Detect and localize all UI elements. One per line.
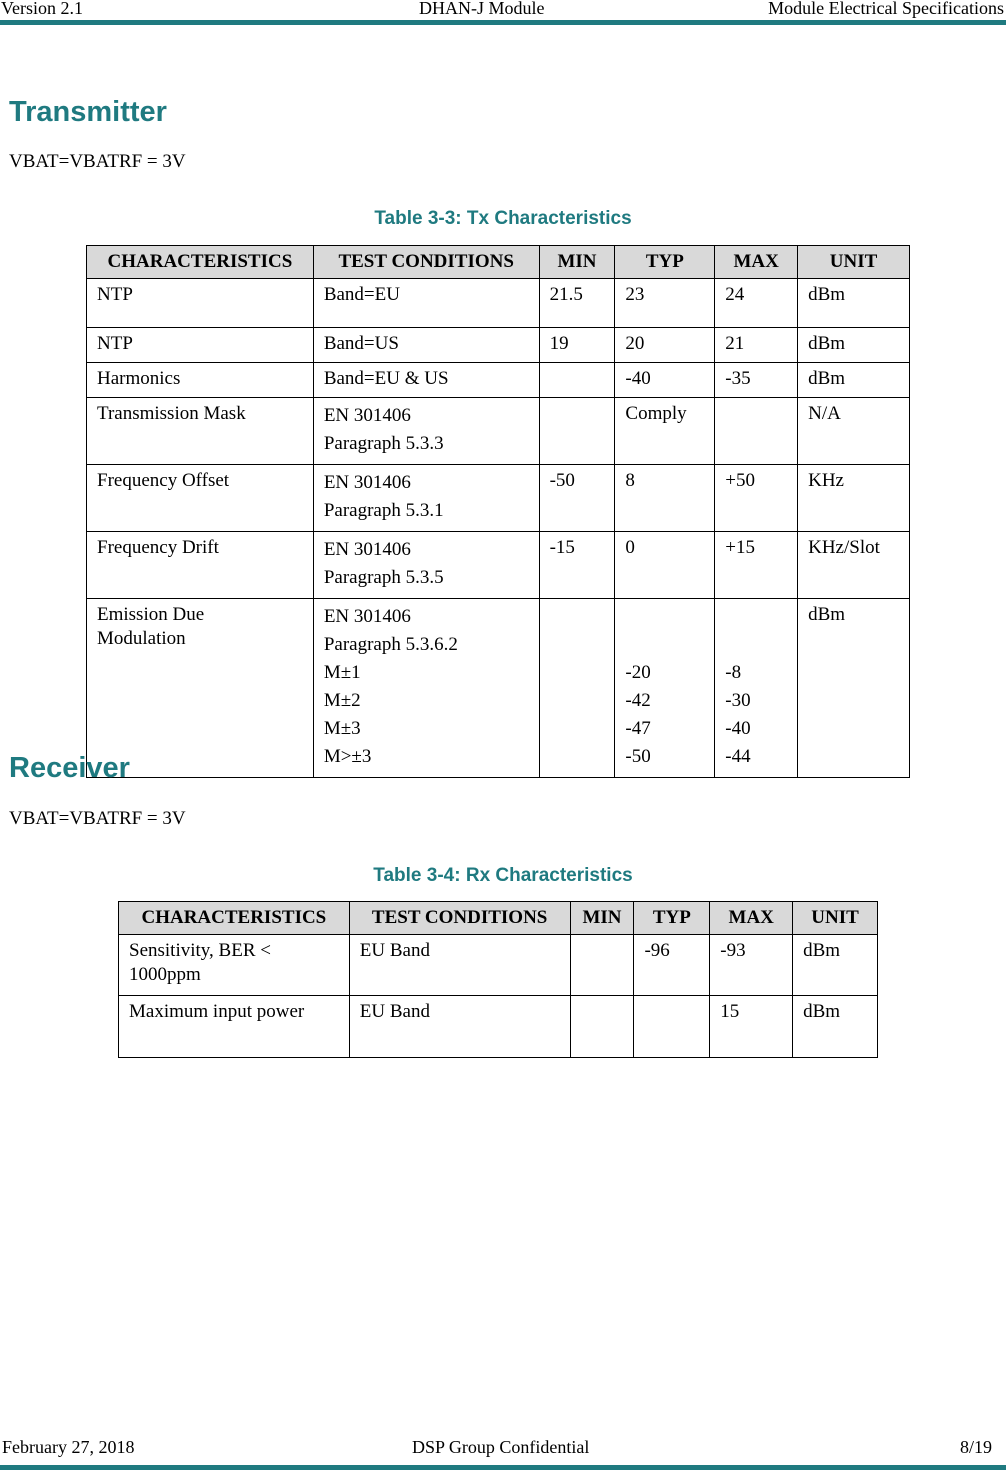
- table-cell: Harmonics: [87, 363, 314, 398]
- table-cell: N/A: [798, 398, 910, 465]
- table-row: [87, 363, 910, 398]
- column-header: MIN: [570, 902, 634, 935]
- header-rule: [0, 20, 1006, 25]
- transmitter-vbat: VBAT=VBATRF = 3V: [9, 151, 186, 172]
- condition-line: M±2: [323, 690, 361, 711]
- transmitter-heading: Transmitter: [9, 96, 167, 128]
- table-row: [87, 532, 910, 599]
- table-cell: 20: [615, 328, 715, 363]
- column-header: CHARACTERISTICS: [119, 902, 350, 935]
- table-cell: NTP: [87, 279, 314, 328]
- table-cell: 8: [615, 465, 715, 532]
- table-header-row: [87, 246, 910, 279]
- table-row: [87, 599, 910, 778]
- table-cell: dBm: [793, 935, 878, 996]
- column-header: TYP: [634, 902, 710, 935]
- table-cell: +15: [715, 532, 798, 599]
- table-cell: 15: [710, 996, 793, 1058]
- table-cell: [87, 599, 314, 778]
- table-row: [87, 398, 910, 465]
- table-cell: -93: [710, 935, 793, 996]
- value-line: -30: [725, 690, 751, 711]
- condition-line: EN 301406: [323, 539, 411, 560]
- header-module: DHAN-J Module: [419, 0, 545, 18]
- table-cell: Band=EU & US: [313, 363, 539, 398]
- characteristic-line: Modulation: [97, 628, 186, 649]
- table-cell: 19: [539, 328, 615, 363]
- table-cell: 21: [715, 328, 798, 363]
- table-row: [87, 465, 910, 532]
- table-cell: Band=US: [313, 328, 539, 363]
- table-cell: EU Band: [349, 996, 570, 1058]
- column-header: UNIT: [798, 246, 910, 279]
- table-cell: [313, 398, 539, 465]
- footer-confidential: DSP Group Confidential: [412, 1437, 590, 1457]
- column-header: CHARACTERISTICS: [87, 246, 314, 279]
- table-cell: [539, 398, 615, 465]
- table-cell: Transmission Mask: [87, 398, 314, 465]
- table-cell: KHz: [798, 465, 910, 532]
- column-header: MIN: [539, 246, 615, 279]
- table-cell: 24: [715, 279, 798, 328]
- table-row: [87, 328, 910, 363]
- rx-characteristics-table: [118, 901, 878, 1058]
- tx-characteristics-table: [86, 245, 910, 778]
- column-header: UNIT: [793, 902, 878, 935]
- table-cell: -50: [539, 465, 615, 532]
- table-cell: dBm: [798, 328, 910, 363]
- value-line: -47: [625, 718, 651, 739]
- characteristic-line: 1000ppm: [129, 964, 201, 985]
- column-header: TYP: [615, 246, 715, 279]
- table-cell: KHz/Slot: [798, 532, 910, 599]
- table-cell: EU Band: [349, 935, 570, 996]
- table-row: [119, 996, 878, 1058]
- table-cell: [715, 398, 798, 465]
- table-cell: Comply: [615, 398, 715, 465]
- table-cell: Band=EU: [313, 279, 539, 328]
- table-cell: [313, 532, 539, 599]
- condition-line: EN 301406: [323, 606, 411, 627]
- condition-line: M±3: [323, 718, 361, 739]
- value-line: -8: [725, 662, 742, 683]
- table-cell: 23: [615, 279, 715, 328]
- table-cell: -15: [539, 532, 615, 599]
- table-cell: [313, 599, 539, 778]
- table-cell: -40: [615, 363, 715, 398]
- rx-table-caption: Table 3-4: Rx Characteristics: [373, 865, 633, 886]
- table-cell: [615, 599, 715, 778]
- characteristic-line: Emission Due: [97, 604, 205, 625]
- table-cell: [539, 363, 615, 398]
- footer-rule: [0, 1465, 1006, 1470]
- condition-line: EN 301406: [323, 472, 411, 493]
- table-cell: dBm: [798, 363, 910, 398]
- page-number: 8/19: [959, 1437, 992, 1457]
- condition-line: Paragraph 5.3.3: [323, 433, 444, 454]
- table-cell: dBm: [798, 599, 910, 778]
- column-header: TEST CONDITIONS: [349, 902, 570, 935]
- condition-line: M>±3: [323, 746, 372, 767]
- header-section: Module Electrical Specifications: [768, 0, 1004, 18]
- table-cell: [715, 599, 798, 778]
- table-cell: Frequency Drift: [87, 532, 314, 599]
- table-cell: 0: [615, 532, 715, 599]
- table-cell: dBm: [793, 996, 878, 1058]
- table-cell: Maximum input power: [119, 996, 350, 1058]
- condition-line: Paragraph 5.3.6.2: [323, 634, 458, 655]
- condition-line: Paragraph 5.3.5: [323, 567, 444, 588]
- value-line: -44: [725, 746, 751, 767]
- column-header: TEST CONDITIONS: [313, 246, 539, 279]
- value-line: -40: [725, 718, 751, 739]
- footer-date: February 27, 2018: [2, 1437, 135, 1457]
- table-cell: dBm: [798, 279, 910, 328]
- column-header: MAX: [710, 902, 793, 935]
- tx-table-caption: Table 3-3: Tx Characteristics: [374, 208, 632, 229]
- condition-line: EN 301406: [323, 405, 411, 426]
- condition-line: M±1: [323, 662, 361, 683]
- column-header: MAX: [715, 246, 798, 279]
- table-cell: [313, 465, 539, 532]
- characteristic-line: Sensitivity, BER <: [129, 940, 271, 961]
- value-line: -42: [625, 690, 651, 711]
- table-cell: 21.5: [539, 279, 615, 328]
- table-cell: [570, 996, 634, 1058]
- table-header-row: [119, 902, 878, 935]
- table-cell: -35: [715, 363, 798, 398]
- page-header: [0, 0, 1006, 20]
- table-cell: [634, 996, 710, 1058]
- receiver-heading: Receiver: [9, 752, 130, 784]
- condition-line: Paragraph 5.3.1: [323, 500, 444, 521]
- table-row: [87, 279, 910, 328]
- table-cell: NTP: [87, 328, 314, 363]
- value-line: -50: [625, 746, 651, 767]
- table-cell: -96: [634, 935, 710, 996]
- value-line: -20: [625, 662, 651, 683]
- receiver-vbat: VBAT=VBATRF = 3V: [9, 808, 186, 829]
- table-row: [119, 935, 878, 996]
- header-version: Version 2.1: [1, 0, 83, 18]
- table-cell: Frequency Offset: [87, 465, 314, 532]
- table-cell: [570, 935, 634, 996]
- table-cell: [539, 599, 615, 778]
- table-cell: +50: [715, 465, 798, 532]
- table-cell: [119, 935, 350, 996]
